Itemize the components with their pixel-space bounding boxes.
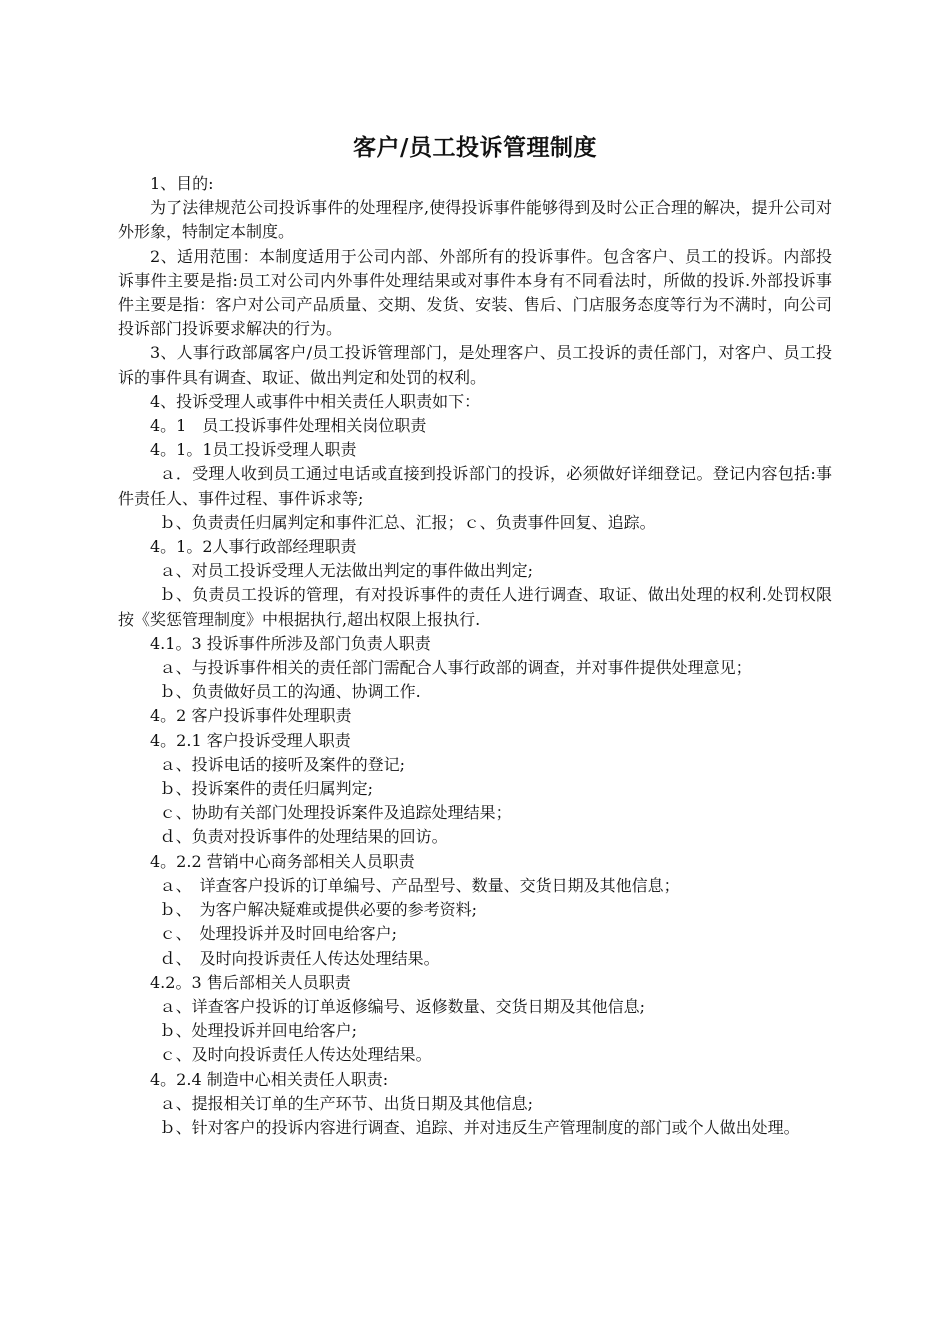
list-item: ａ、详查客户投诉的订单返修编号、返修数量、交货日期及其他信息; bbox=[159, 996, 645, 1016]
list-item: ａ、与投诉事件相关的责任部门需配合人事行政部的调查，并对事件提供处理意见； bbox=[159, 658, 752, 678]
subsection-4-2-heading: 4。2 客户投诉事件处理职责 bbox=[150, 706, 352, 726]
list-item: ｂ、处理投诉并回电给客户; bbox=[159, 1021, 357, 1041]
list-item: ｂ、负责员工投诉的管理，有对投诉事件的责任人进行调查、取证、做出处理的权利.处罚权限按《奖惩管理制度》中根据执行,超出权限上报执行. bbox=[118, 585, 832, 629]
list-item: ｂ、负责做好员工的沟通、协调工作. bbox=[159, 682, 421, 702]
list-item: ｂ、针对客户的投诉内容进行调查、追踪、并对违反生产管理制度的部门或个人做出处理。 bbox=[159, 1117, 800, 1137]
purpose-text: 为了法律规范公司投诉事件的处理程序,使得投诉事件能够得到及时公正合理的解决，提升公司对外形象，特制定本制度。 bbox=[118, 198, 832, 242]
list-item: ｂ、投诉案件的责任归属判定; bbox=[159, 779, 373, 799]
list-item: ｃ、协助有关部门处理投诉案件及追踪处理结果； bbox=[159, 803, 512, 823]
list-item: ｃ、及时向投诉责任人传达处理结果。 bbox=[159, 1045, 432, 1065]
list-item: ｃ、 处理投诉并及时回电给客户; bbox=[159, 924, 397, 944]
list-item: ａ、提报相关订单的生产环节、出货日期及其他信息; bbox=[159, 1093, 533, 1113]
department-text: 3、人事行政部属客户/员工投诉管理部门，是处理客户、员工投诉的责任部门，对客户、员工投诉的事件具有调查、取证、做出判定和处罚的权利。 bbox=[118, 343, 832, 387]
subsection-4-2-3-heading: 4.2。3 售后部相关人员职责 bbox=[150, 972, 351, 992]
subsection-4-2-4-heading: 4。2.4 制造中心相关责任人职责: bbox=[150, 1069, 389, 1089]
section-purpose-heading: 1、目的: bbox=[150, 174, 214, 193]
subsection-4-1-1-heading: 4。1。1员工投诉受理人职责 bbox=[150, 440, 357, 460]
scope-text: 2、适用范围：本制度适用于公司内部、外部所有的投诉事件。包含客户、员工的投诉。内部投诉事件主要是指:员工对公司内外事件处理结果或对事件本身有不同看法时，所做的投诉.外部投诉事件主要是指：客户对公司产品质量、交期、发货、安装、售后、门店服务态度等行为不满时，向公司投诉部门投诉要求解决的行为。 bbox=[118, 246, 832, 339]
subsection-4-2-2-heading: 4。2.2 营销中心商务部相关人员职责 bbox=[150, 851, 415, 871]
document-title: 客户/员工投诉管理制度 bbox=[353, 134, 597, 161]
subsection-4-1-3-heading: 4.1。3 投诉事件所涉及部门负责人职责 bbox=[150, 633, 431, 653]
list-item: ｄ、 及时向投诉责任人传达处理结果。 bbox=[159, 948, 440, 968]
list-item: ｂ、 为客户解决疑难或提供必要的参考资料; bbox=[159, 900, 477, 920]
subsection-4-1-heading: 4。1 员工投诉事件处理相关岗位职责 bbox=[150, 416, 427, 436]
list-item: ａ、投诉电话的接听及案件的登记; bbox=[159, 754, 405, 774]
subsection-4-2-1-heading: 4。2.1 客户投诉受理人职责 bbox=[150, 730, 351, 750]
list-item: ａ．受理人收到员工通过电话或直接到投诉部门的投诉，必须做好详细登记。登记内容包括:事件责任人、事件过程、事件诉求等; bbox=[118, 464, 832, 508]
list-item: ｄ、负责对投诉事件的处理结果的回访。 bbox=[159, 827, 448, 847]
list-item: ｂ、负责责任归属判定和事件汇总、汇报；ｃ、负责事件回复、追踪。 bbox=[159, 512, 656, 532]
list-item: ａ、 详查客户投诉的订单编号、产品型号、数量、交货日期及其他信息； bbox=[159, 875, 680, 895]
subsection-4-1-2-heading: 4。1。2人事行政部经理职责 bbox=[150, 537, 357, 557]
list-item: ａ、对员工投诉受理人无法做出判定的事件做出判定; bbox=[159, 561, 533, 581]
responsibilities-heading: 4、投诉受理人或事件中相关责任人职责如下： bbox=[150, 391, 481, 411]
document-page bbox=[118, 130, 832, 1140]
